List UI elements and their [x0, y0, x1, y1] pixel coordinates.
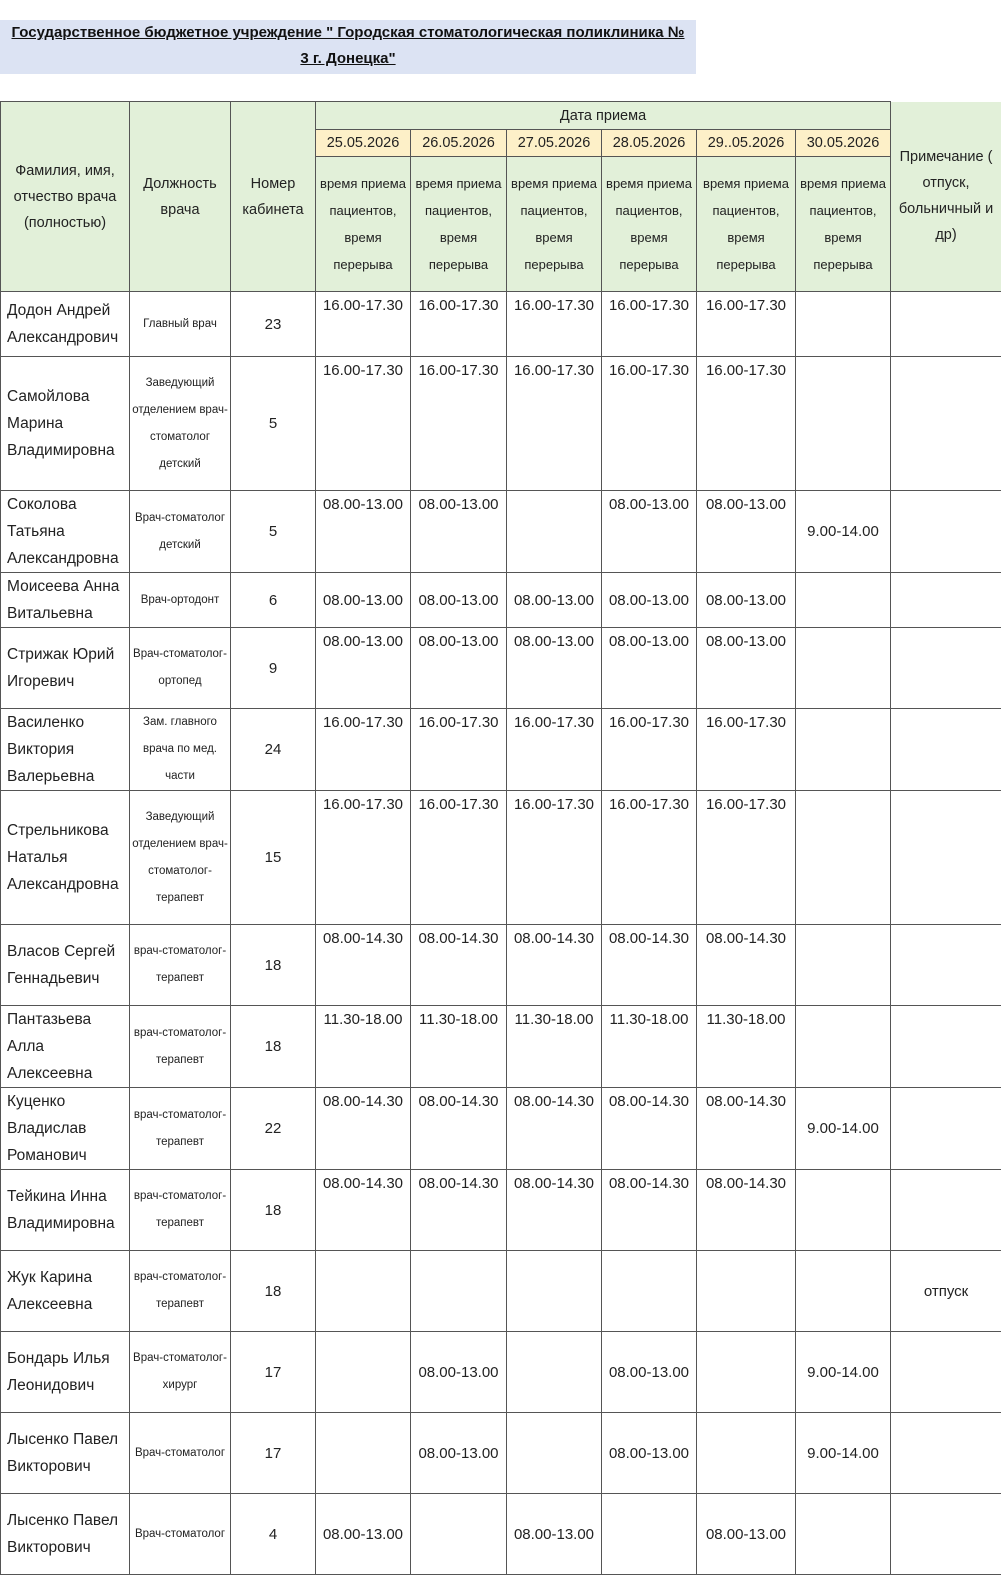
appointment-time: 08.00-13.00 — [411, 628, 507, 709]
appointment-time — [796, 357, 891, 491]
appointment-time — [796, 573, 891, 628]
appointment-time: 08.00-14.30 — [411, 1170, 507, 1251]
doctor-position: Врач-стоматолог — [130, 1494, 231, 1575]
table-row — [1, 1251, 1001, 1332]
appointment-time: 08.00-13.00 — [411, 1413, 507, 1494]
appointment-time — [507, 1251, 602, 1332]
appointment-time: 08.00-13.00 — [507, 573, 602, 628]
table-row — [1, 925, 1001, 1006]
header-subheader: время приема пациентов, время перерыва — [316, 157, 411, 292]
appointment-time — [796, 925, 891, 1006]
appointment-time: 11.30-18.00 — [507, 1006, 602, 1088]
appointment-time: 11.30-18.00 — [697, 1006, 796, 1088]
header-position: Должность врача — [130, 102, 231, 292]
appointment-time — [507, 1332, 602, 1413]
title-line-1: Государственное бюджетное учреждение " Городская стоматологическая поликлиника № — [0, 20, 696, 46]
note-cell — [891, 628, 1001, 709]
doctor-name: Соколова Татьяна Александровна — [1, 491, 130, 573]
header-date: 26.05.2026 — [411, 130, 507, 157]
appointment-time — [697, 1413, 796, 1494]
appointment-time: 16.00-17.30 — [697, 357, 796, 491]
appointment-time — [316, 1332, 411, 1413]
doctor-position: Заведующий отделением врач-стоматолог детский — [130, 357, 231, 491]
appointment-time: 08.00-13.00 — [602, 1413, 697, 1494]
appointment-time: 16.00-17.30 — [507, 709, 602, 791]
doctor-name: Жук Карина Алексеевна — [1, 1251, 130, 1332]
appointment-time: 08.00-13.00 — [316, 491, 411, 573]
appointment-time: 16.00-17.30 — [602, 292, 697, 357]
doctor-position: Врач-ортодонт — [130, 573, 231, 628]
appointment-time: 08.00-13.00 — [507, 1494, 602, 1575]
appointment-time: 9.00-14.00 — [796, 491, 891, 573]
header-subheader: время приема пациентов, время перерыва — [796, 157, 891, 292]
appointment-time: 11.30-18.00 — [411, 1006, 507, 1088]
appointment-time: 08.00-13.00 — [602, 628, 697, 709]
appointment-time — [796, 1170, 891, 1251]
appointment-time: 16.00-17.30 — [316, 292, 411, 357]
appointment-time: 08.00-14.30 — [602, 1170, 697, 1251]
appointment-time — [796, 709, 891, 791]
header-date: 30.05.2026 — [796, 130, 891, 157]
appointment-time: 16.00-17.30 — [602, 791, 697, 925]
appointment-time: 08.00-14.30 — [316, 1170, 411, 1251]
room-number: 4 — [231, 1494, 316, 1575]
header-date-group: Дата приема — [316, 102, 891, 130]
room-number: 6 — [231, 573, 316, 628]
appointment-time — [796, 1494, 891, 1575]
appointment-time: 08.00-13.00 — [602, 1332, 697, 1413]
appointment-time: 08.00-13.00 — [316, 628, 411, 709]
appointment-time: 16.00-17.30 — [316, 791, 411, 925]
appointment-time: 16.00-17.30 — [411, 709, 507, 791]
table-row — [1, 292, 1001, 357]
schedule-table — [0, 101, 1001, 1575]
doctor-position: врач-стоматолог-терапевт — [130, 1170, 231, 1251]
appointment-time: 08.00-14.30 — [602, 925, 697, 1006]
header-subheader: время приема пациентов, время перерыва — [602, 157, 697, 292]
room-number: 18 — [231, 925, 316, 1006]
doctor-position: Заведующий отделением врач-стоматолог-терапевт — [130, 791, 231, 925]
header-room: Номер кабинета — [231, 102, 316, 292]
doctor-name: Василенко Виктория Валерьевна — [1, 709, 130, 791]
appointment-time: 16.00-17.30 — [316, 357, 411, 491]
appointment-time: 08.00-13.00 — [316, 1494, 411, 1575]
room-number: 22 — [231, 1088, 316, 1170]
header-note: Примечание ( отпуск, больничный и др) — [891, 102, 1001, 292]
table-row — [1, 1413, 1001, 1494]
note-cell — [891, 573, 1001, 628]
appointment-time — [796, 628, 891, 709]
appointment-time: 08.00-13.00 — [602, 491, 697, 573]
appointment-time: 08.00-13.00 — [602, 573, 697, 628]
note-cell — [891, 491, 1001, 573]
doctor-name: Додон Андрей Александрович — [1, 292, 130, 357]
note-cell — [891, 1170, 1001, 1251]
table-row — [1, 1088, 1001, 1170]
appointment-time — [796, 791, 891, 925]
appointment-time: 08.00-13.00 — [697, 628, 796, 709]
doctor-name: Стрельникова Наталья Александровна — [1, 791, 130, 925]
appointment-time: 08.00-13.00 — [697, 1494, 796, 1575]
doctor-name: Куценко Владислав Романович — [1, 1088, 130, 1170]
table-row — [1, 709, 1001, 791]
appointment-time — [796, 1251, 891, 1332]
appointment-time — [697, 1251, 796, 1332]
note-cell — [891, 1088, 1001, 1170]
doctor-position: врач-стоматолог-терапевт — [130, 925, 231, 1006]
appointment-time: 08.00-14.30 — [411, 925, 507, 1006]
appointment-time — [316, 1413, 411, 1494]
appointment-time: 08.00-14.30 — [507, 925, 602, 1006]
note-cell — [891, 1413, 1001, 1494]
table-row — [1, 1332, 1001, 1413]
table-row — [1, 491, 1001, 573]
table-row — [1, 1494, 1001, 1575]
appointment-time: 9.00-14.00 — [796, 1088, 891, 1170]
doctor-name: Самойлова Марина Владимировна — [1, 357, 130, 491]
appointment-time: 08.00-13.00 — [411, 491, 507, 573]
appointment-time — [796, 292, 891, 357]
note-cell — [891, 1494, 1001, 1575]
appointment-time: 16.00-17.30 — [602, 709, 697, 791]
header-date: 29..05.2026 — [697, 130, 796, 157]
appointment-time — [507, 1413, 602, 1494]
appointment-time: 11.30-18.00 — [602, 1006, 697, 1088]
note-cell — [891, 791, 1001, 925]
header-date: 25.05.2026 — [316, 130, 411, 157]
note-cell — [891, 292, 1001, 357]
appointment-time: 08.00-14.30 — [697, 1170, 796, 1251]
appointment-time: 08.00-13.00 — [697, 573, 796, 628]
appointment-time: 16.00-17.30 — [697, 709, 796, 791]
table-row — [1, 1006, 1001, 1088]
appointment-time: 08.00-14.30 — [316, 1088, 411, 1170]
appointment-time — [411, 1494, 507, 1575]
table-row — [1, 357, 1001, 491]
appointment-time: 08.00-13.00 — [507, 628, 602, 709]
room-number: 17 — [231, 1332, 316, 1413]
table-row — [1, 628, 1001, 709]
appointment-time: 08.00-13.00 — [411, 1332, 507, 1413]
doctor-position: врач-стоматолог-терапевт — [130, 1251, 231, 1332]
room-number: 17 — [231, 1413, 316, 1494]
room-number: 15 — [231, 791, 316, 925]
header-date: 28.05.2026 — [602, 130, 697, 157]
note-cell — [891, 709, 1001, 791]
appointment-time: 08.00-14.30 — [602, 1088, 697, 1170]
appointment-time: 08.00-14.30 — [411, 1088, 507, 1170]
header-name: Фамилия, имя, отчество врача (полностью) — [1, 102, 130, 292]
doctor-position: Врач-стоматолог — [130, 1413, 231, 1494]
note-cell: отпуск — [891, 1251, 1001, 1332]
table-body — [1, 292, 1001, 1575]
doctor-name: Пантазьева Алла Алексеевна — [1, 1006, 130, 1088]
note-cell — [891, 357, 1001, 491]
doctor-name: Власов Сергей Геннадьевич — [1, 925, 130, 1006]
appointment-time — [602, 1494, 697, 1575]
appointment-time: 08.00-14.30 — [697, 1088, 796, 1170]
table-row — [1, 791, 1001, 925]
appointment-time: 16.00-17.30 — [411, 292, 507, 357]
appointment-time: 9.00-14.00 — [796, 1332, 891, 1413]
appointment-time: 16.00-17.30 — [411, 791, 507, 925]
doctor-position: Главный врач — [130, 292, 231, 357]
appointment-time: 08.00-13.00 — [697, 491, 796, 573]
appointment-time: 08.00-13.00 — [411, 573, 507, 628]
appointment-time — [796, 1006, 891, 1088]
appointment-time: 16.00-17.30 — [316, 709, 411, 791]
note-cell — [891, 925, 1001, 1006]
doctor-name: Тейкина Инна Владимировна — [1, 1170, 130, 1251]
appointment-time — [316, 1251, 411, 1332]
header-subheader: время приема пациентов, время перерыва — [507, 157, 602, 292]
room-number: 5 — [231, 357, 316, 491]
appointment-time — [697, 1332, 796, 1413]
appointment-time — [602, 1251, 697, 1332]
title-line-2: 3 г. Донецка" — [0, 46, 696, 72]
appointment-time: 08.00-14.30 — [697, 925, 796, 1006]
appointment-time — [507, 491, 602, 573]
appointment-time: 16.00-17.30 — [507, 357, 602, 491]
appointment-time: 08.00-14.30 — [507, 1170, 602, 1251]
appointment-time: 16.00-17.30 — [507, 791, 602, 925]
appointment-time: 9.00-14.00 — [796, 1413, 891, 1494]
appointment-time: 11.30-18.00 — [316, 1006, 411, 1088]
room-number: 18 — [231, 1170, 316, 1251]
doctor-position: Врач-стоматолог-ортопед — [130, 628, 231, 709]
note-cell — [891, 1332, 1001, 1413]
header-subheader: время приема пациентов, время перерыва — [697, 157, 796, 292]
doctor-name: Лысенко Павел Викторович — [1, 1413, 130, 1494]
table-header — [1, 102, 1001, 292]
appointment-time — [411, 1251, 507, 1332]
room-number: 18 — [231, 1006, 316, 1088]
doctor-name: Моисеева Анна Витальевна — [1, 573, 130, 628]
header-subheader: время приема пациентов, время перерыва — [411, 157, 507, 292]
appointment-time: 08.00-13.00 — [316, 573, 411, 628]
table-row — [1, 573, 1001, 628]
doctor-position: Врач-стоматолог детский — [130, 491, 231, 573]
room-number: 23 — [231, 292, 316, 357]
header-date: 27.05.2026 — [507, 130, 602, 157]
room-number: 24 — [231, 709, 316, 791]
appointment-time: 16.00-17.30 — [411, 357, 507, 491]
appointment-time: 16.00-17.30 — [602, 357, 697, 491]
appointment-time: 08.00-14.30 — [507, 1088, 602, 1170]
room-number: 18 — [231, 1251, 316, 1332]
appointment-time: 16.00-17.30 — [697, 791, 796, 925]
table-row — [1, 1170, 1001, 1251]
doctor-name: Стрижак Юрий Игоревич — [1, 628, 130, 709]
room-number: 5 — [231, 491, 316, 573]
doctor-name: Бондарь Илья Леонидович — [1, 1332, 130, 1413]
appointment-time: 16.00-17.30 — [507, 292, 602, 357]
appointment-time: 08.00-14.30 — [316, 925, 411, 1006]
document-title — [0, 20, 696, 74]
doctor-position: врач-стоматолог-терапевт — [130, 1006, 231, 1088]
doctor-position: Зам. главного врача по мед. части — [130, 709, 231, 791]
room-number: 9 — [231, 628, 316, 709]
note-cell — [891, 1006, 1001, 1088]
doctor-position: врач-стоматолог-терапевт — [130, 1088, 231, 1170]
appointment-time: 16.00-17.30 — [697, 292, 796, 357]
doctor-position: Врач-стоматолог-хирург — [130, 1332, 231, 1413]
doctor-name: Лысенко Павел Викторович — [1, 1494, 130, 1575]
